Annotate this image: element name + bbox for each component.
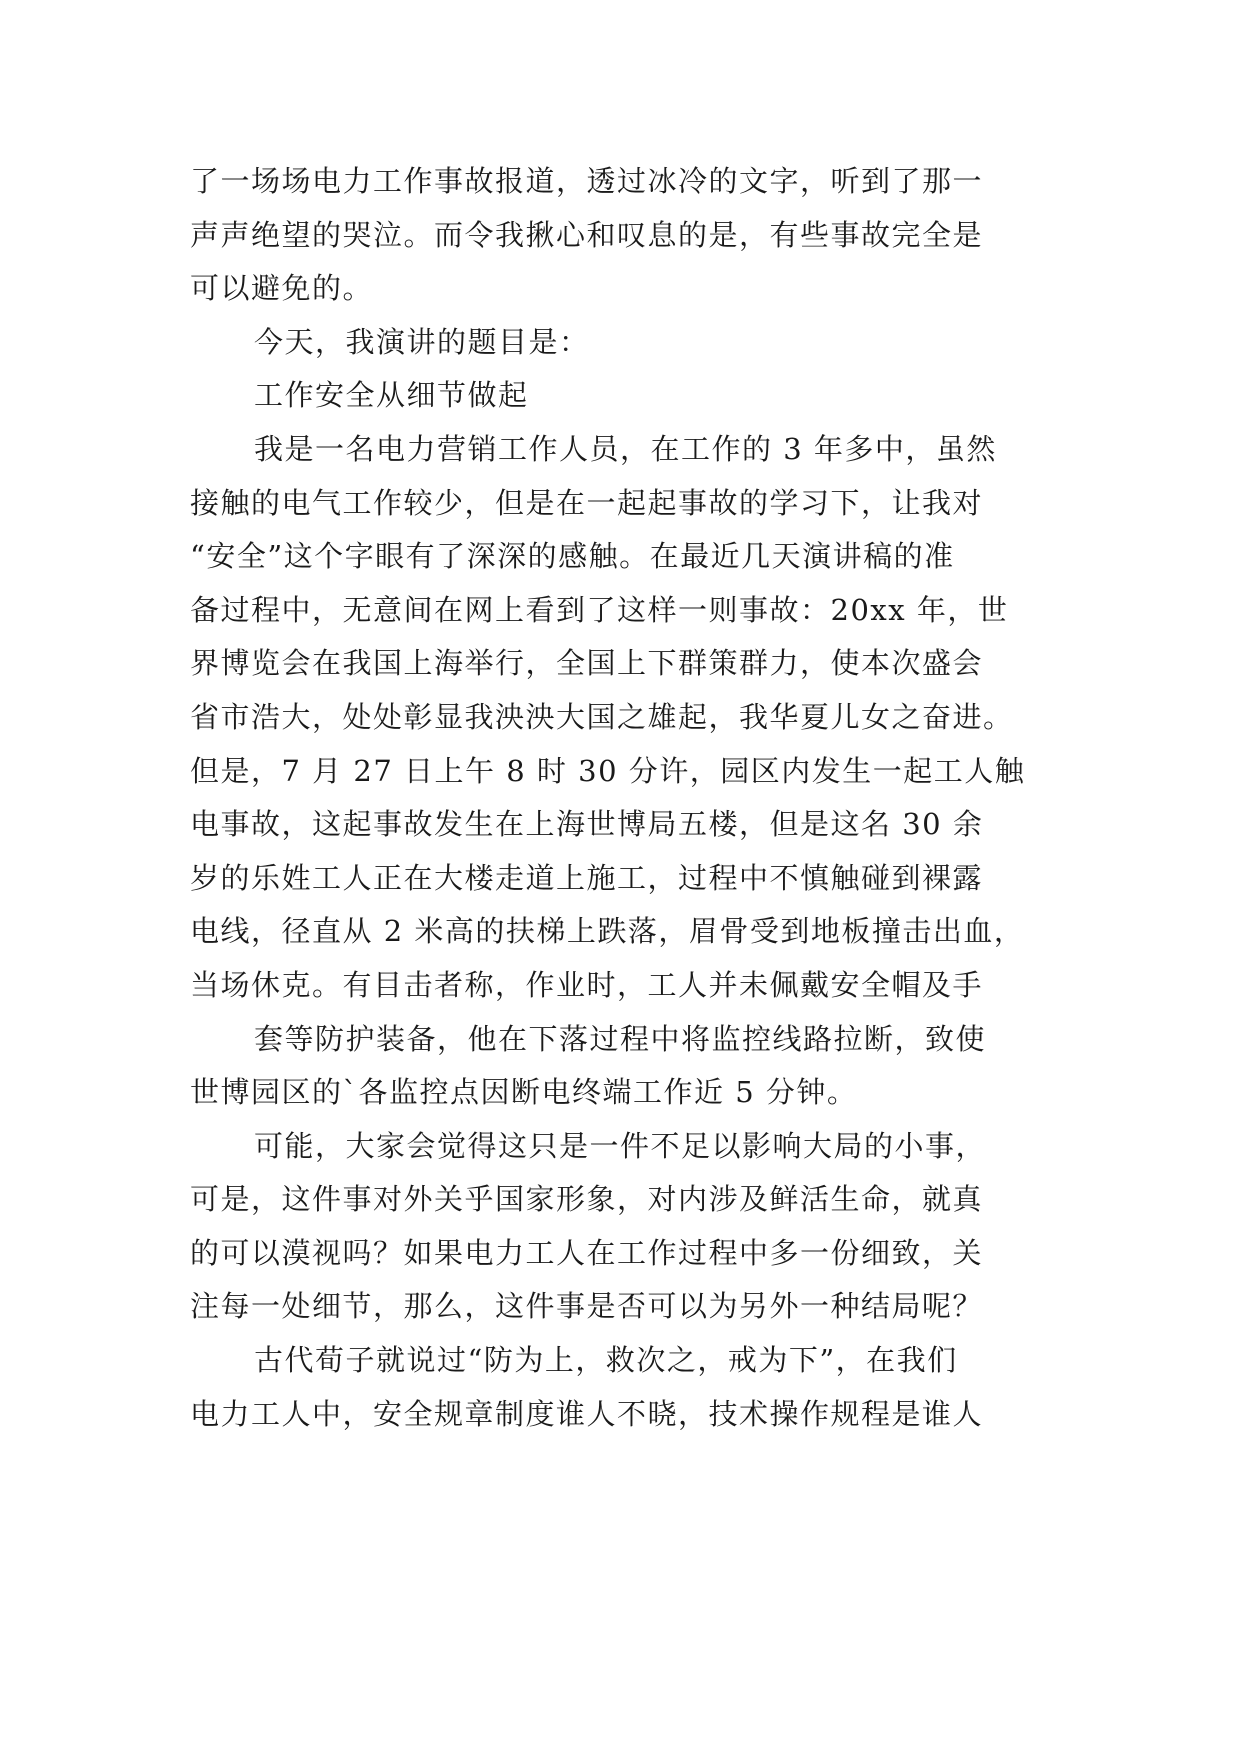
text-line: 世博园区的`各监控点因断电终端工作近 5 分钟。 bbox=[190, 1075, 858, 1110]
text-line: “安全”这个字眼有了深深的感触。在最近几天演讲稿的准 bbox=[190, 539, 955, 574]
text-line: 的可以漠视吗？如果电力工人在工作过程中多一份细致，关 bbox=[190, 1235, 984, 1270]
text-line: 电线，径直从 2 米高的扶梯上跌落，眉骨受到地板撞击出血， bbox=[190, 914, 1025, 949]
text-line: 今天，我演讲的题目是： bbox=[254, 324, 590, 359]
text-line: 了一场场电力工作事故报道，透过冰冷的文字，听到了那一 bbox=[190, 164, 984, 198]
text-line: 套等防护装备，他在下落过程中将监控线路拉断，致使 bbox=[254, 1021, 987, 1056]
text-line: 省市浩大，处处彰显我泱泱大国之雄起，我华夏儿女之奋进。 bbox=[190, 699, 1014, 734]
text-line: 但是，7 月 27 日上午 8 时 30 分许，园区内发生一起工人触 bbox=[190, 753, 1026, 788]
text-line: 岁的乐姓工人正在大楼走道上施工，过程中不慎触碰到裸露 bbox=[190, 860, 984, 895]
text-line: 备过程中，无意间在网上看到了这样一则事故：20xx 年，世 bbox=[190, 592, 1009, 627]
text-line: 可能，大家会觉得这只是一件不足以影响大局的小事， bbox=[254, 1128, 987, 1163]
text-line: 电力工人中，安全规章制度谁人不晓，技术操作规程是谁人 bbox=[190, 1396, 984, 1431]
text-line: 工作安全从细节做起 bbox=[254, 378, 529, 413]
body-text bbox=[190, 155, 1060, 1441]
text-line: 当场休克。有目击者称，作业时，工人并未佩戴安全帽及手 bbox=[190, 967, 984, 1002]
text-line: 界博览会在我国上海举行，全国上下群策群力，使本次盛会 bbox=[190, 646, 984, 681]
text-line: 声声绝望的哭泣。而令我揪心和叹息的是，有些事故完全是 bbox=[190, 217, 984, 252]
text-line: 古代荀子就说过“防为上，救次之，戒为下”，在我们 bbox=[254, 1343, 958, 1378]
text-line: 接触的电气工作较少，但是在一起起事故的学习下，让我对 bbox=[190, 485, 984, 520]
text-line: 电事故，这起事故发生在上海世博局五楼，但是这名 30 余 bbox=[190, 807, 984, 842]
text-line: 我是一名电力营销工作人员，在工作的 3 年多中，虽然 bbox=[254, 431, 997, 466]
text-line: 可以避免的。 bbox=[190, 271, 374, 306]
text-line: 注每一处细节，那么，这件事是否可以为另外一种结局呢？ bbox=[190, 1289, 984, 1324]
text-line: 可是，这件事对外关乎国家形象，对内涉及鲜活生命，就真 bbox=[190, 1182, 984, 1217]
